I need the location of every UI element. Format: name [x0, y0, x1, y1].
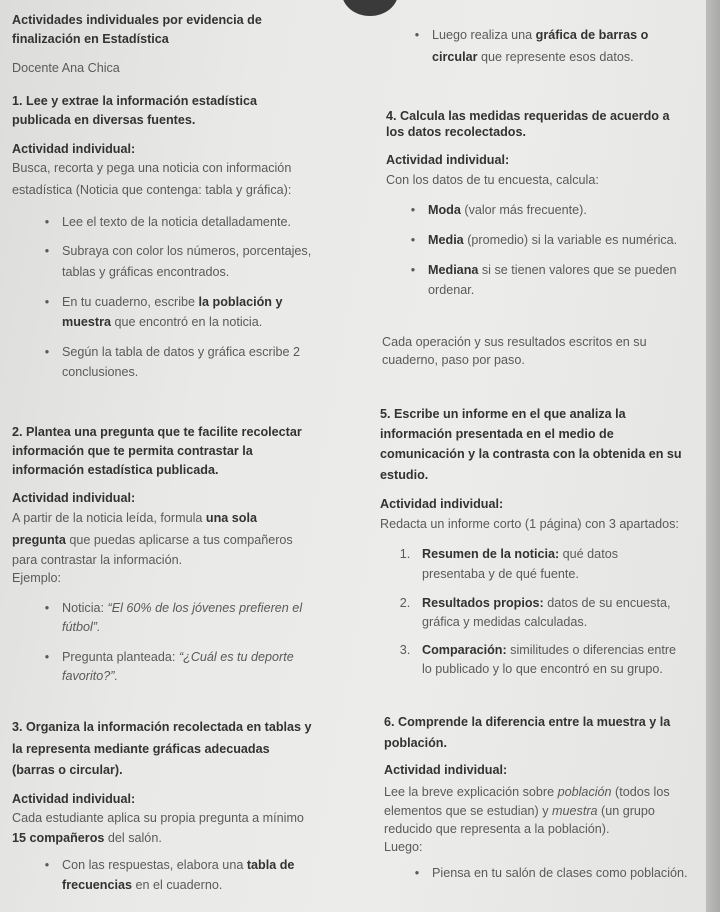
bold-text: la población y: [198, 295, 283, 309]
text: Busca, recorta y pega una noticia con información: [12, 161, 292, 175]
right-column-line: [382, 352, 525, 368]
bullet-icon: •: [414, 866, 420, 880]
text: qué datos: [559, 547, 618, 561]
text: Lee la breve explicación sobre: [384, 785, 558, 799]
bullet-icon: •: [44, 215, 50, 229]
bold-text: información que te permita contrastar la: [12, 444, 253, 458]
bullet-icon: •: [44, 858, 50, 872]
text: presentaba y de qué fuente.: [422, 567, 579, 581]
text: tablas y gráficas encontrados.: [62, 265, 230, 279]
bold-text: Actividad individual:: [12, 142, 136, 156]
bullet-icon: •: [414, 28, 420, 42]
text: Lee el texto de la noticia detalladamente.: [62, 215, 291, 229]
left-column-line: [62, 619, 101, 635]
bold-text: estudio.: [380, 468, 429, 482]
bold-text: Actividades individuales por evidencia de: [12, 13, 262, 27]
bold-text: comunicación y la contrasta con la obtenida en su: [380, 447, 682, 461]
right-column-line: [380, 426, 614, 442]
list-number: 2.: [399, 596, 411, 610]
bullet-icon: •: [44, 650, 50, 664]
bold-text: Resultados propios:: [422, 596, 544, 610]
italic-text: población: [557, 785, 612, 799]
bullet-icon: •: [410, 233, 416, 247]
bold-text: 3. Organiza la información recolectada en tablas y: [12, 720, 312, 734]
italic-text: “¿Cuál es tu deporte: [178, 650, 294, 664]
bold-text: Comparación:: [422, 643, 507, 657]
left-column-line: [44, 649, 294, 665]
right-column-line: [414, 865, 688, 881]
text: Según la tabla de datos y gráfica escribe 2: [62, 345, 301, 359]
text: (promedio) si la variable es numérica.: [463, 233, 678, 247]
left-column-line: [62, 364, 138, 380]
bold-text: población.: [384, 736, 447, 750]
bold-text: información presentada en el medio de: [380, 427, 614, 441]
text: estadística (Noticia que contenga: tabla y gráfica):: [12, 183, 292, 197]
right-column-line: [422, 566, 579, 582]
bold-text: la representa mediante gráficas adecuadas: [12, 742, 270, 756]
left-column-line: [12, 490, 135, 506]
text: (un grupo: [597, 804, 655, 818]
left-column-line: [62, 877, 222, 893]
italic-text: fútbol”.: [62, 620, 101, 634]
text: lo publicado y lo que encontró en su grupo.: [422, 662, 663, 676]
bold-text: (barras o circular).: [12, 763, 123, 777]
right-column-line: [380, 467, 428, 483]
bullet-icon: •: [44, 295, 50, 309]
right-column-line: [384, 735, 447, 751]
text: Luego:: [384, 840, 423, 854]
text: Redacta un informe corto (1 página) con 3 apartados:: [380, 517, 679, 531]
left-column-line: [62, 264, 229, 280]
right-column-line: [384, 762, 507, 778]
left-column-line: [12, 762, 123, 778]
right-column-line: [432, 49, 634, 65]
text: datos de su encuesta,: [543, 596, 671, 610]
right-column-line: [399, 546, 618, 562]
right-column-line: [384, 803, 655, 819]
left-column-line: [12, 532, 293, 548]
right-column-line: [380, 406, 626, 422]
paper-edge: [706, 0, 720, 912]
text: Pregunta planteada:: [62, 650, 179, 664]
bold-text: muestra: [62, 315, 111, 329]
bold-text: publicada en diversas fuentes.: [12, 113, 196, 127]
italic-text: favorito?”.: [62, 669, 118, 683]
text: reducido que representa a la población).: [384, 822, 610, 836]
bullet-icon: •: [44, 244, 50, 258]
text: similitudes o diferencias entre: [506, 643, 677, 657]
bold-text: Actividad individual:: [12, 792, 136, 806]
bold-text: 1. Lee y extrae la información estadística: [12, 94, 257, 108]
text: A partir de la noticia leída, formula: [12, 511, 206, 525]
text: (valor más frecuente).: [460, 203, 587, 217]
right-column-line: [399, 595, 671, 611]
text: elementos que se estudian) y: [384, 804, 553, 818]
left-column-line: [12, 112, 195, 128]
text: Ejemplo:: [12, 571, 61, 585]
left-column-line: [12, 31, 169, 47]
left-column-line: [44, 214, 291, 230]
left-column-line: [12, 462, 218, 478]
left-column-line: [62, 314, 262, 330]
bold-text: Actividad individual:: [384, 763, 508, 777]
bold-text: 4. Calcula las medidas requeridas de acuerdo a: [386, 109, 670, 123]
right-column-line: [422, 614, 587, 630]
text: Cada operación y sus resultados escritos en su: [382, 335, 647, 349]
text: (todos los: [611, 785, 670, 799]
text: si se tienen valores que se pueden: [478, 263, 677, 277]
right-column-line: [380, 446, 682, 462]
right-column-line: [414, 27, 649, 43]
bold-text: pregunta: [12, 533, 66, 547]
left-column-line: [12, 424, 302, 440]
left-column-line: [44, 243, 312, 259]
right-column-line: [399, 642, 677, 658]
bold-text: circular: [432, 50, 478, 64]
bold-text: información estadística publicada.: [12, 463, 219, 477]
right-column-line: [410, 262, 677, 278]
left-column-line: [12, 443, 253, 459]
left-column-line: [44, 344, 301, 360]
left-column-line: [12, 12, 262, 28]
right-column-line: [384, 714, 670, 730]
text: En tu cuaderno, escribe: [62, 295, 199, 309]
bold-text: Actividad individual:: [12, 491, 136, 505]
left-column-line: [12, 810, 304, 826]
text: Docente Ana Chica: [12, 61, 120, 75]
left-column-line: [62, 668, 118, 684]
right-column-line: [384, 784, 670, 800]
left-column-line: [12, 791, 135, 807]
left-column-line: [12, 182, 291, 198]
right-column-line: [386, 124, 526, 140]
right-column-line: [422, 661, 663, 677]
left-column-line: [12, 552, 182, 568]
right-column-line: [384, 821, 609, 837]
text: Con los datos de tu encuesta, calcula:: [386, 173, 599, 187]
text: que encontró en la noticia.: [111, 315, 263, 329]
bullet-icon: •: [44, 601, 50, 615]
bold-text: 6. Comprende la diferencia entre la muestra y la: [384, 715, 671, 729]
left-column-line: [12, 719, 312, 735]
left-column-line: [44, 294, 283, 310]
bold-text: Actividad individual:: [386, 153, 510, 167]
text: para contrastar la información.: [12, 553, 183, 567]
bullet-icon: •: [44, 345, 50, 359]
bold-text: finalización en Estadística: [12, 32, 169, 46]
right-column-line: [382, 334, 647, 350]
bold-text: Actividad individual:: [380, 497, 504, 511]
bold-text: Media: [428, 233, 464, 247]
right-column-line: [386, 152, 509, 168]
list-number: 3.: [399, 643, 411, 657]
right-column-line: [380, 516, 679, 532]
bold-text: los datos recolectados.: [386, 125, 526, 139]
text: que puedas aplicarse a tus compañeros: [65, 533, 293, 547]
left-column-line: [12, 160, 291, 176]
right-column-line: [410, 232, 678, 248]
left-column-line: [12, 60, 120, 76]
right-column-line: [386, 108, 669, 124]
text: en el cuaderno.: [132, 878, 223, 892]
text: que represente esos datos.: [477, 50, 634, 64]
right-column-line: [384, 839, 423, 855]
bold-text: tabla de: [246, 858, 295, 872]
finger-shadow: [342, 0, 398, 16]
bold-text: Moda: [428, 203, 461, 217]
italic-text: “El 60% de los jóvenes prefieren el: [107, 601, 303, 615]
italic-text: muestra: [552, 804, 598, 818]
text: Luego realiza una: [432, 28, 536, 42]
right-column-line: [428, 282, 474, 298]
bold-text: 15 compañeros: [12, 831, 105, 845]
bullet-icon: •: [410, 203, 416, 217]
text: Piensa en tu salón de clases como población.: [432, 866, 688, 880]
bold-text: frecuencias: [62, 878, 133, 892]
left-column-line: [12, 141, 135, 157]
bullet-icon: •: [410, 263, 416, 277]
left-column-line: [44, 600, 303, 616]
left-column-line: [12, 570, 61, 586]
bold-text: Mediana: [428, 263, 479, 277]
right-column-line: [386, 172, 599, 188]
left-column-line: [44, 857, 295, 873]
text: Cada estudiante aplica su propia pregunta a mínimo: [12, 811, 304, 825]
bold-text: Resumen de la noticia:: [422, 547, 560, 561]
text: conclusiones.: [62, 365, 139, 379]
bold-text: 2. Plantea una pregunta que te facilite recolectar: [12, 425, 302, 439]
text: cuaderno, paso por paso.: [382, 353, 525, 367]
text: Subraya con color los números, porcentajes,: [62, 244, 312, 258]
left-column-line: [12, 830, 162, 846]
left-column-line: [12, 93, 257, 109]
left-column-line: [12, 510, 257, 526]
left-column-line: [12, 741, 270, 757]
text: Con las respuestas, elabora una: [62, 858, 247, 872]
text: gráfica y medidas calculadas.: [422, 615, 588, 629]
list-number: 1.: [399, 547, 411, 561]
bold-text: una sola: [205, 511, 257, 525]
bold-text: gráfica de barras o: [535, 28, 649, 42]
bold-text: 5. Escribe un informe en el que analiza la: [380, 407, 626, 421]
right-column-line: [380, 496, 503, 512]
text: del salón.: [104, 831, 162, 845]
text: ordenar.: [428, 283, 475, 297]
text: Noticia:: [62, 601, 108, 615]
right-column-line: [410, 202, 587, 218]
